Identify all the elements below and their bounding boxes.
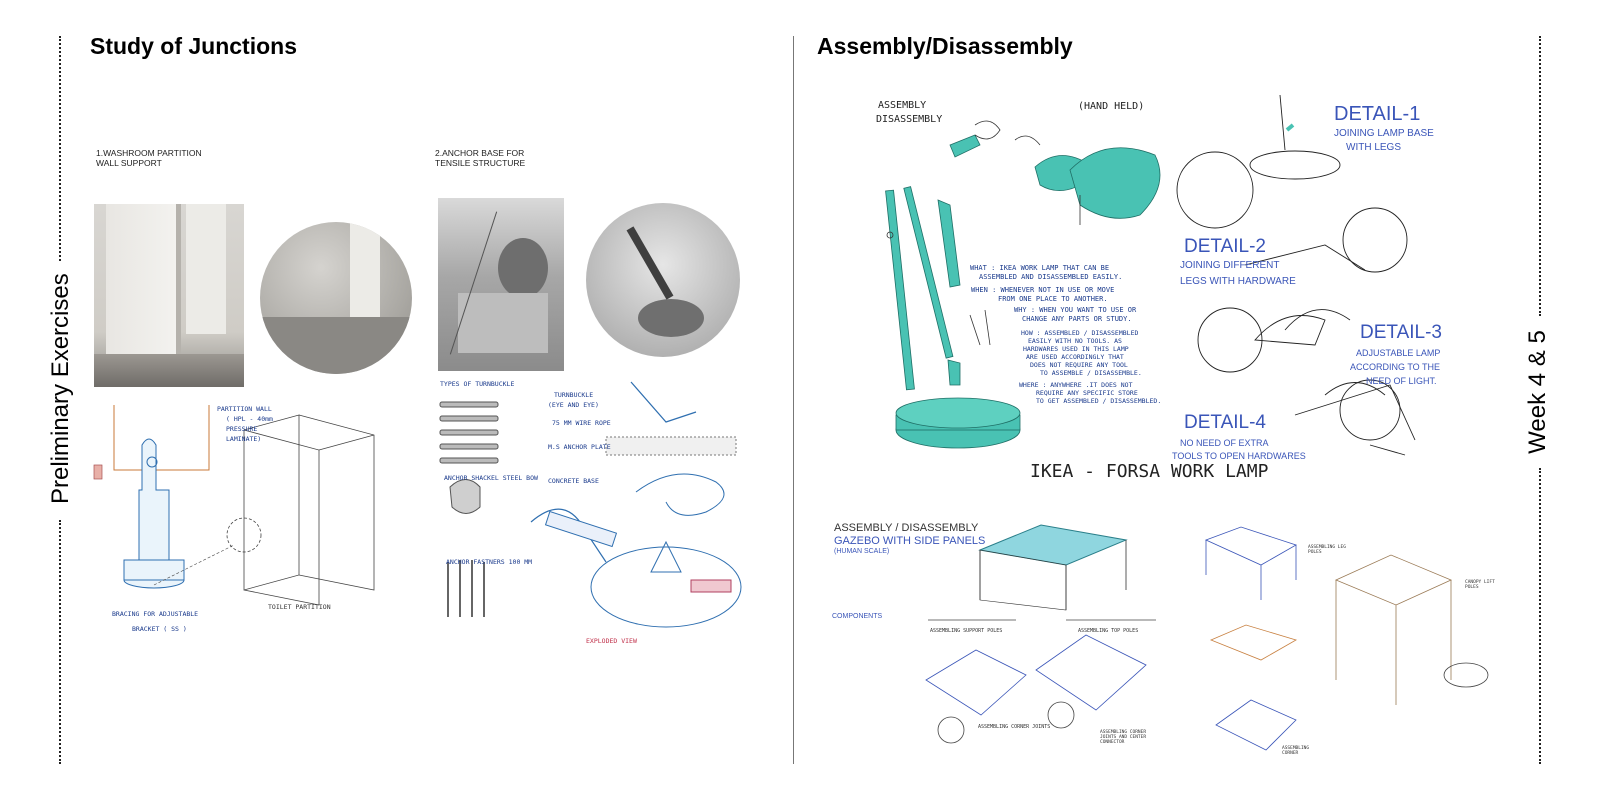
- note-pressure: PRESSURE: [226, 425, 258, 433]
- detail-4-text-2: TOOLS TO OPEN HARDWARES: [1172, 451, 1306, 461]
- left-dotted-line-top: [59, 36, 61, 261]
- lamp-header-assembly: ASSEMBLY: [878, 100, 927, 111]
- lamp-when-1: WHEN : WHENEVER NOT IN USE OR MOVE: [971, 286, 1115, 294]
- gazebo-label-corner-joints: ASSEMBLING CORNER JOINTS: [978, 724, 1051, 730]
- detail-3-title: DETAIL-3: [1360, 322, 1443, 343]
- detail-2-title: DETAIL-2: [1184, 236, 1267, 257]
- washroom-detail-circle: [260, 222, 412, 374]
- detail-2-text-2: LEGS WITH HARDWARE: [1180, 276, 1296, 287]
- detail-3-text-2: ACCORDING TO THE: [1350, 362, 1441, 372]
- right-side-label: Week 4 & 5: [1524, 330, 1551, 454]
- lamp-when-2: FROM ONE PLACE TO ANOTHER.: [998, 295, 1108, 303]
- note-wire-rope: 75 MM WIRE ROPE: [552, 419, 611, 427]
- right-dotted-line-top: [1539, 36, 1541, 316]
- lamp-where-3: TO GET ASSEMBLED / DISASSEMBLED.: [1036, 397, 1162, 405]
- note-types-turnbuckle: TYPES OF TURNBUCKLE: [440, 380, 515, 388]
- anchor-base-sketch: [436, 372, 766, 647]
- lamp-where-2: REQUIRE ANY SPECIFIC STORE: [1036, 389, 1138, 397]
- item1-caption: 1.WASHROOM PARTITION WALL SUPPORT: [96, 148, 202, 168]
- lamp-header-disassembly: DISASSEMBLY: [876, 114, 943, 125]
- note-anchor-plate: M.S ANCHOR PLATE: [548, 443, 611, 451]
- note-hpl: ( HPL - 40mm: [226, 415, 273, 423]
- washroom-partition-photo: [94, 204, 244, 387]
- gazebo-subheader: GAZEBO WITH SIDE PANELS: [834, 535, 986, 547]
- lamp-how-6: TO ASSEMBLE / DISASSEMBLE.: [1040, 369, 1142, 377]
- detail-3-text-3: NEED OF LIGHT.: [1366, 376, 1437, 386]
- item2-caption: 2.ANCHOR BASE FOR TENSILE STRUCTURE: [435, 148, 526, 168]
- lamp-name: IKEA - FORSA WORK LAMP: [1030, 461, 1269, 482]
- note-eye-and-eye: (EYE AND EYE): [548, 401, 599, 409]
- lamp-how-5: DOES NOT REQUIRE ANY TOOL: [1030, 361, 1128, 369]
- gazebo-scale: (HUMAN SCALE): [834, 548, 890, 555]
- gazebo-label-corner: ASSEMBLING CORNER: [1282, 746, 1310, 756]
- lamp-what-1: WHAT : IKEA WORK LAMP THAT CAN BE: [970, 264, 1110, 272]
- note-laminate: LAMINATE): [226, 435, 262, 443]
- gazebo-label-leg-poles: ASSEMBLING LEG POLES: [1308, 545, 1346, 555]
- right-panel-title: Assembly/Disassembly: [817, 33, 1073, 59]
- gazebo-components: COMPONENTS: [832, 613, 883, 620]
- note-anchor-shackel: ANCHOR SHACKEL STEEL BOW: [444, 474, 538, 482]
- gazebo-label-canopy-lift: CANOPY LIFT POLES: [1465, 580, 1495, 590]
- left-dotted-line-bottom: [59, 520, 61, 764]
- lamp-hand-held: (HAND HELD): [1078, 101, 1145, 112]
- detail-4-title: DETAIL-4: [1184, 412, 1267, 433]
- lamp-where-1: WHERE : ANYWHERE .IT DOES NOT: [1019, 381, 1133, 389]
- gazebo-label-center-connector: ASSEMBLING CORNER JOINTS AND CENTER CONNECTOR: [1100, 730, 1147, 745]
- detail-3-text-1: ADJUSTABLE LAMP: [1356, 348, 1441, 358]
- tensile-structure-photo: [438, 198, 564, 371]
- detail-1-title: DETAIL-1: [1334, 103, 1421, 125]
- lamp-what-2: ASSEMBLED AND DISASSEMBLED EASILY.: [979, 273, 1123, 281]
- panel-divider: [793, 36, 794, 764]
- lamp-how-4: ARE USED ACCORDINGLY THAT: [1026, 353, 1124, 361]
- lamp-how-1: HOW : ASSEMBLED / DISASSEMBLED: [1021, 329, 1139, 337]
- anchor-detail-circle: [586, 203, 740, 357]
- detail-1-text-1: JOINING LAMP BASE: [1334, 128, 1434, 139]
- lamp-why-1: WHY : WHEN YOU WANT TO USE OR: [1014, 306, 1137, 314]
- lamp-why-2: CHANGE ANY PARTS OR STUDY.: [1022, 315, 1132, 323]
- gazebo-sketches: [826, 515, 1506, 770]
- note-bracket: BRACKET ( SS ): [132, 625, 187, 633]
- lamp-how-2: EASILY WITH NO TOOLS. AS: [1028, 337, 1122, 345]
- note-anchor-fastners: ANCHOR FASTNERS 100 MM: [446, 558, 533, 566]
- right-dotted-line-bottom: [1539, 468, 1541, 764]
- left-panel-title: Study of Junctions: [90, 33, 297, 59]
- left-side-label: Preliminary Exercises: [47, 273, 74, 504]
- detail-1-text-2: WITH LEGS: [1346, 142, 1402, 153]
- gazebo-label-top-poles: ASSEMBLING TOP POLES: [1078, 628, 1139, 634]
- note-toilet-partition: TOILET PARTITION: [268, 603, 331, 611]
- detail-4-text-1: NO NEED OF EXTRA: [1180, 438, 1269, 448]
- note-concrete-base: CONCRETE BASE: [548, 477, 599, 485]
- gazebo-header: ASSEMBLY / DISASSEMBLY: [834, 522, 979, 534]
- note-bracing: BRACING FOR ADJUSTABLE: [112, 610, 199, 618]
- note-partition-wall: PARTITION WALL: [217, 405, 272, 413]
- note-turnbuckle: TURNBUCKLE: [554, 391, 594, 399]
- detail-2-text-1: JOINING DIFFERENT: [1180, 260, 1280, 271]
- gazebo-label-support-poles: ASSEMBLING SUPPORT POLES: [930, 628, 1003, 634]
- lamp-how-3: HARDWARES USED IN THIS LAMP: [1023, 345, 1129, 353]
- note-exploded-view: EXPLODED VIEW: [586, 637, 637, 645]
